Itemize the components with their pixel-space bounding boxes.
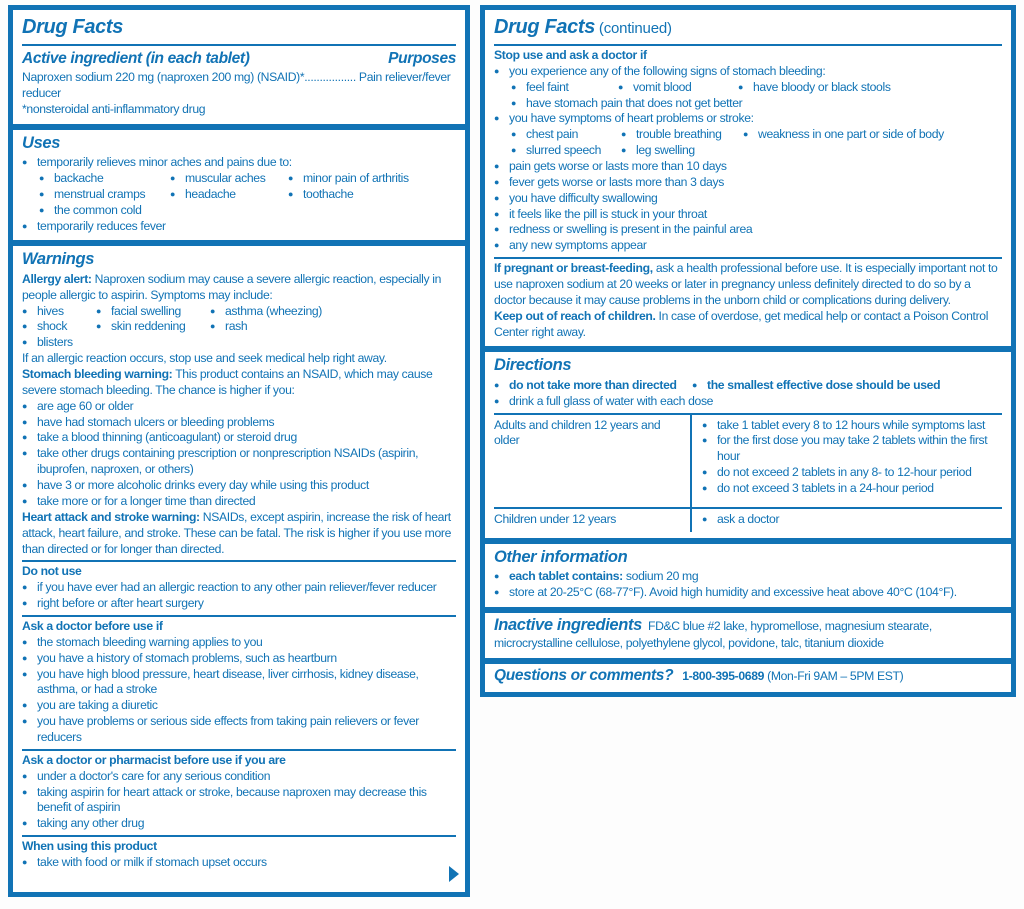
allergy-alert-paragraph (22, 272, 456, 304)
bullet-icon: ● (22, 582, 28, 593)
do-not-use-list (22, 580, 456, 612)
grid-row (511, 80, 1002, 96)
bullet-icon: ● (22, 770, 28, 781)
inactive-ingredients-text: FD&C blue #2 lake, hypromellose, magnesium stearate, microcrystalline cellulose, polyethylene glycol, povidone, talc, titanium dioxide (494, 618, 932, 651)
symptom-item: hives (37, 303, 64, 318)
pregnant-text: ask a health professional before use. It is especially important not to use naproxen sodium at 20 weeks or later in pregnancy unless definitely directed to do so by a doctor because it may cause problems in the unborn child or complications during delivery. (494, 261, 998, 307)
grid-cell (39, 203, 170, 219)
grid-cell (170, 171, 288, 187)
keep-out-lead: Keep out of reach of children. (494, 308, 656, 323)
list-item (22, 580, 456, 596)
bullet-icon: ● (22, 636, 28, 647)
grid-cell (39, 171, 170, 187)
other-information-heading: Other information (494, 547, 628, 566)
uses-grid-row (39, 203, 456, 219)
stop-use-heading: Stop use and ask a doctor if (494, 48, 647, 62)
list-item-text: fever gets worse or lasts more than 3 days (509, 174, 724, 189)
bullet-icon: ● (621, 145, 627, 156)
bullet-icon: ● (22, 337, 28, 348)
symptom-item: skin reddening (111, 319, 186, 334)
allergy-alert-text: Naproxen sodium may cause a severe allergic reaction, especially in people allergic to aspirin. Symptoms may include: (22, 271, 442, 302)
heart-symptoms-grid (511, 127, 1002, 159)
sign-item: vomit blood (633, 79, 692, 94)
list-item-text: right before or after heart surgery (37, 596, 204, 611)
dose-group-label: Children under 12 years (494, 509, 692, 532)
list-item (22, 399, 456, 415)
use-item: minor pain of arthritis (303, 171, 409, 186)
right-panel (480, 5, 1016, 697)
symptom-item: weakness in one part or side of body (758, 127, 944, 142)
list-item (494, 222, 1002, 238)
bullet-icon: ● (692, 379, 698, 390)
list-item-text: do not exceed 2 tablets in any 8- to 12-hour period (717, 465, 972, 480)
symptom-grid (22, 304, 456, 352)
grid-cell (170, 187, 288, 203)
list-item (22, 446, 456, 478)
leader-dots: ................. (304, 70, 356, 85)
warnings-heading: Warnings (22, 250, 95, 269)
inactive-ingredients-paragraph (494, 615, 1002, 652)
symptom-grid-row (22, 335, 456, 351)
dose-instructions (692, 509, 1002, 532)
do-not-use-heading: Do not use (22, 564, 82, 579)
list-item (22, 430, 456, 446)
grid-cell (511, 127, 621, 143)
bullet-icon: ● (702, 435, 708, 446)
active-ingredient-header (22, 48, 456, 70)
ingredient-line (22, 70, 456, 102)
bullet-icon: ● (22, 400, 28, 411)
uses-heading: Uses (22, 133, 61, 152)
tablet-contains-text: sodium 20 mg (622, 569, 699, 584)
keep-out-of-reach-paragraph (494, 309, 1002, 341)
thin-rule (494, 257, 1002, 259)
thin-rule (22, 749, 456, 751)
list-item-text: you have difficulty swallowing (509, 190, 658, 205)
direction-item: drink a full glass of water with each dose (509, 393, 714, 408)
thin-rule (22, 560, 456, 562)
bullet-icon: ● (288, 188, 294, 199)
bullet-icon: ● (22, 157, 28, 168)
list-item (22, 698, 456, 714)
thin-rule (22, 44, 456, 46)
use-item: toothache (303, 186, 354, 201)
list-item-text: for the first dose you may take 2 tablets within the first hour (717, 433, 988, 464)
list-item-text: under a doctor's care for any serious condition (37, 768, 271, 783)
dosing-table (494, 413, 1002, 532)
list-item-text: do not exceed 3 tablets in a 24-hour period (717, 481, 934, 496)
drug-facts-title: Drug Facts (22, 16, 123, 38)
list-item-text: are age 60 or older (37, 398, 134, 413)
list-item (22, 155, 456, 171)
list-item (22, 855, 456, 871)
list-item-text: ask a doctor (717, 511, 780, 526)
list-item-text: redness or swelling is present in the painful area (509, 222, 753, 237)
pregnant-paragraph (494, 261, 1002, 309)
list-item (702, 433, 1002, 465)
list-item (494, 394, 1002, 410)
symptom-grid-row (22, 304, 456, 320)
table-row (494, 415, 1002, 507)
when-using-heading: When using this product (22, 839, 157, 854)
bullet-icon: ● (22, 432, 28, 443)
ask-doctor-list (22, 635, 456, 746)
grid-cell (621, 127, 743, 143)
grid-cell (743, 127, 944, 143)
heart-attack-text: NSAIDs, except aspirin, increase the risk of heart attack, heart failure, and stroke. These can be fatal. The risk is higher if you use more than directed or for longer than directed. (22, 509, 452, 556)
use-item: menstrual cramps (54, 186, 146, 201)
phone-hours: (Mon-Fri 9AM – 5PM EST) (764, 669, 904, 684)
bullet-icon: ● (39, 173, 45, 184)
list-item-text: take more or for a longer time than directed (37, 493, 256, 508)
list-item-text: take other drugs containing prescription or nonprescription NSAIDs (aspirin, ibuprofen, naproxen, or others) (37, 446, 419, 477)
bleeding-signs-intro: you experience any of the following signs of stomach bleeding: (509, 63, 826, 78)
grid-cell (210, 304, 322, 320)
bullet-icon: ● (621, 129, 627, 140)
list-item (702, 418, 1002, 434)
list-item (22, 494, 456, 510)
use-item: backache (54, 171, 104, 186)
symptom-item: rash (225, 319, 248, 334)
bullet-icon: ● (39, 188, 45, 199)
bleeding-risk-list (22, 399, 456, 510)
bleeding-signs-grid (511, 80, 1002, 112)
symptom-item: asthma (wheezing) (225, 303, 323, 318)
bullet-icon: ● (494, 571, 500, 582)
bullet-icon: ● (96, 321, 102, 332)
bullet-icon: ● (22, 818, 28, 829)
sign-item: feel faint (526, 79, 569, 94)
list-item-text: take 1 tablet every 8 to 12 hours while symptoms last (717, 417, 985, 432)
list-item (494, 159, 1002, 175)
allergy-alert-lead: Allergy alert: (22, 271, 92, 286)
grid-cell (738, 80, 891, 96)
grid-cell (22, 304, 96, 320)
purposes-heading: Purposes (388, 50, 456, 67)
list-item (22, 769, 456, 785)
bullet-icon: ● (618, 81, 624, 92)
section-stop-use (485, 10, 1011, 346)
list-item (494, 191, 1002, 207)
thin-rule (494, 44, 1002, 46)
bullet-icon: ● (22, 856, 28, 867)
heart-attack-paragraph (22, 510, 456, 558)
bullet-icon: ● (22, 448, 28, 459)
bullet-icon: ● (494, 208, 500, 219)
continuation-arrow-icon (449, 866, 459, 882)
grid-row (511, 143, 1002, 159)
section-inactive-ingredients (485, 613, 1011, 658)
bullet-icon: ● (22, 480, 28, 491)
bullet-icon: ● (22, 305, 28, 316)
grid-cell (692, 378, 940, 394)
grid-cell (288, 171, 409, 187)
keep-out-text: In case of overdose, get medical help or contact a Poison Control Center right away. (494, 308, 989, 339)
list-item (494, 569, 1002, 585)
direction-item: do not take more than directed (509, 377, 677, 392)
sign-item: have bloody or black stools (753, 79, 891, 94)
stomach-bleeding-lead: Stomach bleeding warning: (22, 367, 173, 382)
tablet-contains-line (509, 569, 1002, 585)
bullet-icon: ● (511, 97, 517, 108)
symptom-item: leg swelling (636, 143, 695, 158)
section-directions (485, 352, 1011, 537)
heart-attack-lead: Heart attack and stroke warning: (22, 509, 200, 524)
allergy-after-text: If an allergic reaction occurs, stop use and seek medical help right away. (22, 351, 387, 366)
list-item-text: taking any other drug (37, 816, 145, 831)
list-item (494, 207, 1002, 223)
list-item-text: take a blood thinning (anticoagulant) or steroid drug (37, 430, 297, 445)
storage-text: store at 20-25°C (68-77°F). Avoid high humidity and excessive heat above 40°C (104°F). (509, 585, 957, 600)
inactive-ingredients-heading: Inactive ingredients (494, 615, 642, 634)
list-item (22, 596, 456, 612)
bullet-icon: ● (511, 129, 517, 140)
list-item-text: have had stomach ulcers or bleeding problems (37, 414, 275, 429)
directions-heading: Directions (494, 356, 572, 375)
grid-cell (621, 143, 743, 159)
stop-use-list (494, 159, 1002, 254)
list-item-text: any new symptoms appear (509, 238, 647, 253)
bullet-icon: ● (39, 204, 45, 215)
use-item: headache (185, 186, 236, 201)
list-item-text: the stomach bleeding warning applies to you (37, 634, 263, 649)
right-column (480, 5, 1016, 697)
bullet-icon: ● (702, 513, 708, 524)
grid-cell (96, 304, 210, 320)
uses-grid-row (39, 171, 456, 187)
bullet-icon: ● (22, 700, 28, 711)
bullet-icon: ● (170, 173, 176, 184)
left-panel (8, 5, 470, 897)
uses-grid (39, 171, 456, 219)
bullet-icon: ● (494, 113, 500, 124)
grid-cell (288, 187, 353, 203)
list-item (22, 714, 456, 746)
bullet-icon: ● (96, 305, 102, 316)
thin-rule (22, 615, 456, 617)
when-using-list (22, 855, 456, 871)
grid-cell (618, 80, 738, 96)
list-item-text: you have problems or serious side effects from taking pain relievers or fever reducers (37, 714, 419, 744)
list-item (22, 651, 456, 667)
dose-group-label: Adults and children 12 years and older (494, 415, 692, 507)
bullet-icon: ● (22, 220, 28, 231)
list-item-text: it feels like the pill is stuck in your throat (509, 206, 707, 221)
ingredient-name: Naproxen sodium 220 mg (naproxen 200 mg) (NSAID)* (22, 70, 305, 85)
bullet-icon: ● (22, 495, 28, 506)
use-item: muscular aches (185, 171, 266, 186)
list-item (494, 585, 1002, 601)
uses-fever: temporarily reduces fever (37, 218, 166, 233)
bullet-icon: ● (494, 240, 500, 251)
section-warnings (13, 246, 465, 876)
bullet-icon: ● (22, 786, 28, 797)
bullet-icon: ● (494, 176, 500, 187)
bullet-icon: ● (22, 652, 28, 663)
sign-item: have stomach pain that does not get better (526, 95, 743, 110)
ingredient-footnote: *nonsteroidal anti-inflammatory drug (22, 101, 206, 116)
section-active-ingredient (13, 10, 465, 124)
section-uses (13, 130, 465, 241)
bullet-icon: ● (494, 395, 500, 406)
list-item (702, 481, 1002, 497)
list-item (494, 64, 1002, 80)
drug-facts-continued-title (494, 12, 1002, 41)
bullet-icon: ● (22, 716, 28, 727)
thin-rule (22, 835, 456, 837)
bullet-icon: ● (170, 188, 176, 199)
direction-item: the smallest effective dose should be used (707, 377, 941, 392)
uses-grid-row (39, 187, 456, 203)
bullet-icon: ● (494, 161, 500, 172)
purpose-value: Pain reliever/fever reducer (22, 70, 454, 100)
bullet-icon: ● (511, 145, 517, 156)
list-item-text: you are taking a diuretic (37, 698, 158, 713)
active-ingredient-heading: Active ingredient (in each tablet) (22, 50, 250, 67)
bullet-icon: ● (494, 587, 500, 598)
grid-cell (39, 187, 170, 203)
list-item (702, 512, 1002, 528)
bullet-icon: ● (22, 321, 28, 332)
bullet-icon: ● (702, 419, 708, 430)
symptom-item: trouble breathing (636, 127, 722, 142)
questions-heading: Questions or comments? (494, 667, 674, 685)
symptom-item: chest pain (526, 127, 579, 142)
symptom-item: blisters (37, 335, 73, 350)
bullet-icon: ● (288, 173, 294, 184)
continued-text: (continued) (594, 20, 672, 37)
grid-cell (22, 319, 96, 335)
grid-cell (210, 319, 247, 335)
stomach-bleeding-text: This product contains an NSAID, which may cause severe stomach bleeding. The chance is higher if you: (22, 367, 433, 397)
left-column (8, 5, 470, 897)
tablet-contains-lead: each tablet contains: (509, 569, 623, 584)
list-item-text: you have high blood pressure, heart disease, liver cirrhosis, kidney disease, asthma, or had a stroke (37, 666, 419, 697)
symptom-item: shock (37, 319, 68, 334)
grid-cell (511, 80, 618, 96)
list-item (22, 635, 456, 651)
bullet-icon: ● (494, 224, 500, 235)
grid-row (511, 127, 1002, 143)
grid-cell (96, 319, 210, 335)
bullet-icon: ● (22, 668, 28, 679)
grid-cell (22, 335, 96, 351)
list-item-text: you have a history of stomach problems, such as heartburn (37, 650, 337, 665)
bullet-icon: ● (494, 379, 500, 390)
list-item-text: if you have ever had an allergic reaction to any other pain reliever/fever reducer (37, 580, 437, 595)
pregnant-lead: If pregnant or breast-feeding, (494, 261, 653, 276)
symptom-grid-row (22, 319, 456, 335)
bullet-icon: ● (22, 416, 28, 427)
list-item-text: have 3 or more alcoholic drinks every day while using this product (37, 478, 369, 493)
list-item-text: taking aspirin for heart attack or stroke, because naproxen may decrease this benefit of aspirin (37, 784, 427, 815)
list-item (22, 415, 456, 431)
phone-number: 1-800-395-0689 (679, 669, 765, 684)
bullet-icon: ● (494, 65, 500, 76)
bullet-icon: ● (210, 321, 216, 332)
section-questions (485, 664, 1011, 692)
bullet-icon: ● (210, 305, 216, 316)
bullet-icon: ● (743, 129, 749, 140)
bullet-icon: ● (702, 467, 708, 478)
list-item (702, 465, 1002, 481)
directions-top-row (494, 378, 1002, 394)
list-item (494, 175, 1002, 191)
list-item (22, 478, 456, 494)
list-item (22, 785, 456, 817)
list-item (22, 816, 456, 832)
use-item: the common cold (54, 202, 142, 217)
bullet-icon: ● (22, 598, 28, 609)
table-row (494, 507, 1002, 532)
drug-facts-title-text: Drug Facts (494, 16, 595, 38)
list-item (22, 667, 456, 699)
bullet-icon: ● (738, 81, 744, 92)
list-item (494, 111, 1002, 127)
ask-pharmacist-list (22, 769, 456, 832)
symptom-item: slurred speech (526, 143, 602, 158)
grid-cell (511, 143, 621, 159)
questions-paragraph (494, 666, 1002, 686)
bullet-icon: ● (702, 483, 708, 494)
ask-doctor-heading: Ask a doctor before use if (22, 618, 163, 633)
grid-cell (494, 378, 692, 394)
heart-symptoms-intro: you have symptoms of heart problems or stroke: (509, 111, 754, 126)
list-item-text: pain gets worse or lasts more than 10 days (509, 159, 727, 174)
list-item-text: take with food or milk if stomach upset occurs (37, 854, 267, 869)
stomach-bleeding-paragraph (22, 367, 456, 399)
uses-intro: temporarily relieves minor aches and pains due to: (37, 155, 292, 170)
section-other-information (485, 544, 1011, 607)
list-item (511, 96, 1002, 112)
list-item (22, 219, 456, 235)
symptom-item: facial swelling (111, 303, 181, 318)
dose-instructions (692, 415, 1002, 507)
ask-pharmacist-heading: Ask a doctor or pharmacist before use if you are (22, 752, 286, 767)
bullet-icon: ● (511, 81, 517, 92)
list-item (494, 238, 1002, 254)
bullet-icon: ● (494, 192, 500, 203)
